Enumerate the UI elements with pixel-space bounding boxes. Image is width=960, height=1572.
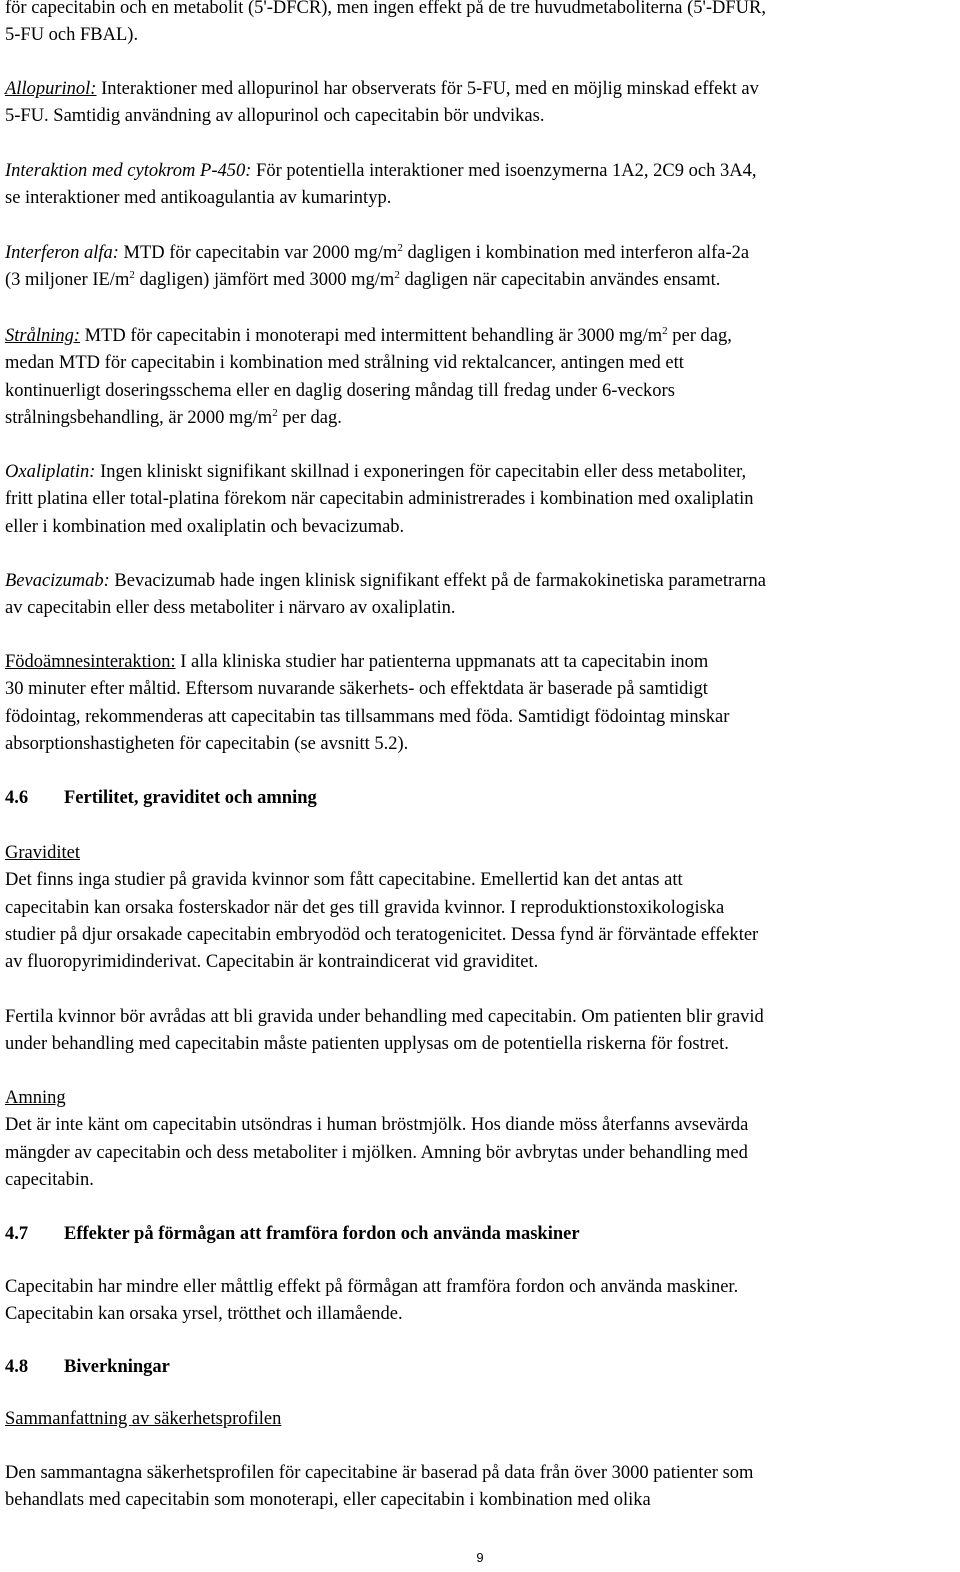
text-line: Fertila kvinnor bör avrådas att bli gravida under behandling med capecitabin. Om patienten blir gravid bbox=[5, 1007, 764, 1027]
subheading-amning: Amning bbox=[5, 1088, 66, 1108]
text-line: Det är inte känt om capecitabin utsöndras i human bröstmjölk. Hos diande möss återfanns avsevärda bbox=[5, 1115, 749, 1136]
section-title: Fertilitet, graviditet och amning bbox=[64, 788, 317, 808]
section-heading-4-8 bbox=[5, 1354, 170, 1381]
text-run: strålningsbehandling, är 2000 mg/m bbox=[5, 407, 273, 428]
paragraph-graviditet bbox=[5, 840, 955, 976]
paragraph-fodoamnesinteraktion bbox=[5, 649, 955, 758]
text-line: fritt platina eller total-platina förekom när capecitabin administrerades i kombination med oxaliplatin bbox=[5, 489, 754, 510]
text-line: mängder av capecitabin och dess metaboliter i mjölken. Amning bör avbrytas under behandling med bbox=[5, 1142, 748, 1163]
superscript: 2 bbox=[129, 269, 135, 282]
text-line: studier på djur orsakade capecitabin embryodöd och teratogenicitet. Dessa fynd är förväntade effekter bbox=[5, 924, 759, 945]
text-line: behandlats med capecitabin som monoterapi, eller capecitabin i kombination med olika bbox=[5, 1490, 651, 1511]
superscript: 2 bbox=[272, 406, 278, 419]
paragraph-label: Strålning: bbox=[5, 326, 81, 346]
paragraph-label: Bevacizumab: bbox=[5, 571, 110, 591]
paragraph-stralning bbox=[5, 323, 955, 432]
text-line: kontinuerligt doseringsschema eller en daglig dosering måndag till fredag under 6-veckors bbox=[5, 380, 675, 401]
paragraph-oxaliplatin bbox=[5, 459, 955, 541]
subheading-graviditet: Graviditet bbox=[5, 843, 81, 863]
subheading-sammanfattning-block bbox=[5, 1406, 955, 1433]
page-number: 9 bbox=[476, 1550, 484, 1565]
text-line: av fluoropyrimidinderivat. Capecitabin är kontraindicerat vid graviditet. bbox=[5, 952, 539, 973]
superscript: 2 bbox=[394, 269, 400, 282]
text-run: per dag. bbox=[277, 407, 342, 428]
text-run: dagligen) jämfört med 3000 mg/m bbox=[134, 270, 395, 291]
superscript: 2 bbox=[397, 241, 403, 254]
superscript: 2 bbox=[662, 324, 668, 337]
paragraph-label: Interaktion med cytokrom P-450: bbox=[5, 161, 252, 181]
text-run: dagligen när capecitabin användes ensamt. bbox=[399, 270, 721, 291]
text-line: av capecitabin eller dess metaboliter i närvaro av oxaliplatin. bbox=[5, 598, 456, 619]
paragraph-fordon bbox=[5, 1274, 955, 1329]
paragraph-cyp450 bbox=[5, 158, 955, 213]
text-line: Bevacizumab hade ingen klinisk signifikant effekt på de farmakokinetiska parametrarna bbox=[109, 571, 766, 591]
section-heading-4-6 bbox=[5, 785, 317, 812]
text-run: MTD för capecitabin i monoterapi med intermittent behandling är 3000 mg/m bbox=[80, 326, 663, 346]
paragraph-label: Interferon alfa: bbox=[5, 243, 119, 263]
paragraph-label: Oxaliplatin: bbox=[5, 462, 96, 482]
text-line: Ingen kliniskt signifikant skillnad i exponeringen för capecitabin eller dess metaboliter, bbox=[95, 462, 747, 482]
section-heading-4-7 bbox=[5, 1221, 580, 1248]
section-number: 4.8 bbox=[5, 1357, 29, 1377]
paragraph-label: Födoämnesinteraktion: bbox=[5, 652, 176, 672]
subheading-sammanfattning: Sammanfattning av säkerhetsprofilen bbox=[5, 1409, 282, 1429]
section-number: 4.6 bbox=[5, 788, 29, 808]
text-line: Det finns inga studier på gravida kvinnor som fått capecitabine. Emellertid kan det antas att bbox=[5, 870, 683, 891]
text-line: eller i kombination med oxaliplatin och bevacizumab. bbox=[5, 516, 405, 537]
text-line: 30 minuter efter måltid. Eftersom nuvarande säkerhets- och effektdata är baserade på samtidigt bbox=[5, 679, 708, 700]
text-line: under behandling med capecitabin måste patienten upplysas om de potentiella riskerna för fostret. bbox=[5, 1034, 729, 1055]
text-line: födointag, rekommenderas att capecitabin tas tillsammans med föda. Samtidigt födointag minskar bbox=[5, 706, 730, 727]
text-line: Interaktioner med allopurinol har observerats för 5-FU, med en möjlig minskad effekt av bbox=[96, 79, 759, 99]
paragraph-sammanfattning bbox=[5, 1460, 955, 1515]
text-line: medan MTD för capecitabin i kombination med strålning vid rektalcancer, antingen med ett bbox=[5, 353, 684, 374]
text-line: capecitabin. bbox=[5, 1169, 94, 1190]
paragraph-amning bbox=[5, 1085, 955, 1194]
text-run: dagligen i kombination med interferon alfa-2a bbox=[402, 243, 750, 263]
text-line: absorptionshastigheten för capecitabin (se avsnitt 5.2). bbox=[5, 733, 409, 754]
text-line: se interaktioner med antikoagulantia av kumarintyp. bbox=[5, 188, 392, 209]
section-number: 4.7 bbox=[5, 1224, 29, 1244]
text-line: Capecitabin kan orsaka yrsel, trötthet och illamående. bbox=[5, 1304, 403, 1325]
paragraph-allopurinol bbox=[5, 76, 955, 131]
section-title: Biverkningar bbox=[64, 1357, 170, 1377]
paragraph-label: Allopurinol: bbox=[5, 79, 97, 99]
text-run: per dag, bbox=[667, 326, 732, 346]
text-line: för capecitabin och en metabolit (5'-DFCR), men ingen effekt på de tre huvudmetaboliterna (5'-DFUR, bbox=[5, 0, 767, 18]
paragraph-interferon bbox=[5, 240, 955, 295]
text-line: Den sammantagna säkerhetsprofilen för capecitabine är baserad på data från över 3000 patienter som bbox=[5, 1463, 754, 1483]
text-line: Capecitabin har mindre eller måttlig effekt på förmågan att framföra fordon och använda maskiner. bbox=[5, 1277, 739, 1297]
text-line: capecitabin kan orsaka fosterskador när det ges till gravida kvinnor. I reproduktionstoxikologiska bbox=[5, 897, 725, 918]
text-line: För potentiella interaktioner med isoenzymerna 1A2, 2C9 och 3A4, bbox=[251, 161, 757, 181]
paragraph-continuation bbox=[5, 0, 955, 50]
text-line: 5-FU och FBAL). bbox=[5, 25, 139, 46]
text-line: 5-FU. Samtidig användning av allopurinol och capecitabin bör undvikas. bbox=[5, 106, 545, 127]
paragraph-fertila bbox=[5, 1004, 955, 1059]
section-title: Effekter på förmågan att framföra fordon och använda maskiner bbox=[64, 1224, 580, 1244]
text-line: I alla kliniska studier har patienterna uppmanats att ta capecitabin inom bbox=[175, 652, 709, 672]
text-run: (3 miljoner IE/m bbox=[5, 270, 130, 291]
paragraph-bevacizumab bbox=[5, 568, 955, 623]
text-run: MTD för capecitabin var 2000 mg/m bbox=[118, 243, 398, 263]
